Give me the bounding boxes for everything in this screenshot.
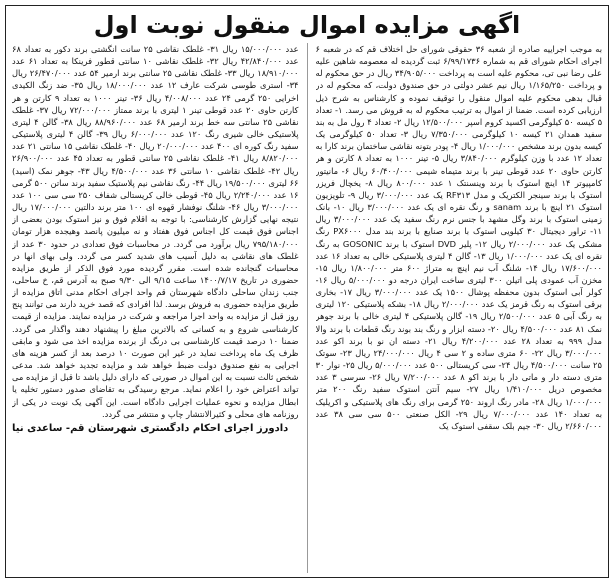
notice-title: اگهی مزایده اموال منقول نوبت اول [93, 11, 521, 39]
notice-column-right-text: به موجب اجراییه صادره از شعبه ۳۶ حقوقی شورای حل اختلاف قم که در شعبه ۶ اجرای احکام شورای قم به شماره ۶/۹۹/۱۷۳۶ ثبت گردیده له معصومه شاهین علیه علی رضا نبی تی، محکوم علیه است به پرداخت ۳۴/۹۰۵/۰۰۰ ریال در حق محکوم له و پرداخت ۱/۱۶۵/۲۵۰ ریال نیم عشر دولتی در حق صندوق دولت، که محکوم له در قبال بدهی محکوم علیه اموال منقول را توقیف نموده و کارشناس به شرح ذیل ارزیابی کرده است. ضمنا از اموال به ترتیب محکوم له به فروش می رسد. ۱- تعداد ۵ کیسه ۵۰ کیلوگرمی اکسید کروم اسپر ۱۲/۵۰۰/۰۰۰ ریال ۲- تعداد ۴ رول مل به بند سفید همدان ۲۱ کیسه ۱۰ کیلوگرمی ۷/۳۵۰/۰۰۰ ریال ۳- تعداد ۵۰ کیلوگرمی یک کیسه بدون برند مشخص ۱/۰۰۰/۰۰۰ ریال ۴- پودر بتونه نقاشی ساختمان برند کارا به تعداد ۱۲ عدد با وزن کیلوگرم ۳/۸۴۰/۰۰۰ ریال ۵- تینر ۱۰۰۰ به تعداد ۸ کارتن و هر کارتن حاوی ۲۰ عدد قوطی تینر با برند متیماه شیمی ۶۰/۴۰۰/۰۰۰ ریال ۶- مانیتور کامپیوتر ۱۴ اینچ استوک با برند وینسنتک ۱ عدد ۸۰۰/۰۰۰ ریال ۸- یخچال فریزر استوک با برند سینجر الکتریک و مدل RF۳۱۳ یک عدد ۳/۰۰۰/۰۰۰ ریال ۹- تلویزیون استوک ۲۱ اینچ با برند sanam و رنگ نقره ای یک عدد ۳/۰۰۰/۰۰۰ ریال ۱۰- بانک زمینی استوک با برند وگل مشهد با جنس نرم رنگ سفید یک عدد ۳/۰۰۰/۰۰۰ ریال ۱۱- تراور دیجیتال ۳۰ کیلویی استوک با برند صنایع با برند بند مدل PX۶۰۰۰ رنگ مشکی یک عدد ۲/۰۰۰/۰۰۰ ریال ۱۲- پلیر DVD استوک با برند GOSONIC به رنگ نقره ای یک عدد ۱/۰۰۰/۰۰۰ ریال ۱۳- گالن ۴ لیتری پلاستیکی خالی به تعداد ۱۶ عدد ۱۷/۶۰۰/۰۰۰ ریال ۱۴- شلنگ آب نیم اینچ به متراژ ۶۰۰ متر ۱/۸۰۰/۰۰۰ ریال ۱۵- مخزن آب عمودی پلی اتیلن ۳۰۰ لیتری ساخت ایران درجه دو ۵/۰۰۰/۰۰۰ ریال ۱۶- کولر آبی استوک بدون محفظه پوشال ۱۵۰۰ یک عدد ۳/۰۰۰/۰۰۰ ریال ۱۷- بخاری برقی استوک به رنگ قرمز یک عدد ۲/۰۰۰/۰۰۰ ریال ۱۸- بشکه پلاستیکی ۱۲۰ لیتری به رنگ آبی ۵ عدد ۲/۵۰۰/۰۰۰ ریال ۱۹- گالن پلاستیکی ۴ لیتری خالی با برند جوهر نمک ۸۱ عدد ۴/۵۰۰/۰۰۰ ریال ۲۰- دسته ابزار و رنگ بند بوند رنگ قطعات با برند والا مدل ۹۹۹ به تعداد ۲۸ عدد ۴/۲۰۰/۰۰۰ ریال ۲۱- دسته ان نو با برند اکو عدد ۳/۰۰۰/۰۰۰ ریال ۲۲- ۶۰ متری ساده و ۲ سی ۴ ریال ۲۴/۰۰۰/۰۰۰ ریال ۲۳- سوتک ۲۵ سانت ۴/۵۰۰/۰۰۰ ریال ۲۴- سی کریستالی ۵۰۰ عدد ۵/۰۰۰/۰۰۰ ریال ۲۵- نوار ۳۰ متری دسته دار و ماتی دار با برند اکو ۸ عدد ۷/۲۰۰/۰۰۰ ریال ۲۶- سرسی ۳ عدد مخصوص دریل ۱/۴۱۰/۰۰۰ ریال ۲۷- سیم آنتن استوک سفید رنگ ۲۰۰ متر ۱/۰۰۰/۰۰۰ ریال ۲۸- مادر رنگ اروند ۲۵۰ گرمی برای رنگ های پلاستیکی و اکریلیک به تعداد ۱۴۰ عدد ۷/۰۰۰/۰۰۰ ریال ۲۹- الکل صنعتی ۵۰۰ سی سی ۳۸ عدد ۲/۶۶۰/۰۰۰ ریال ۳۰- جیم بلک سقفی استوک یک [315, 44, 602, 431]
notice-column-left-text: عدد ۱۵/۰۰۰/۰۰۰ ریال ۳۱- غلطک نقاشی ۲۵ سانت انگشتی برند دکور به تعداد ۶۸ عدد ۴۲/۸۴۰/۰۰۰ ریال ۳۲- غلطک نقاشی ۱۰ سانتی قطور فرینکا به تعداد ۶۱ عدد ۱۸/۹۱۰/۰۰۰ ریال ۳۳- غلطک نقاشی ۲۵ سانتی برند ارمیر ۵۴ عدد ۲۶/۴۷۰/۰۰۰ ریال ۳۴- استری طوسی شرکت عارف ۱۲ عدد ۱۸/۰۰۰/۰۰۰ ریال ۳۵- ضد زنگ الکیدی اخرایی ۲۵۰ گرمی ۲۴ عدد ۴/۰۰۸/۰۰۰ ریال ۳۶- تینر ۱۰۰۰ به تعداد ۹ کارتن و هر کارتن حاوی ۲۰ عدد قوطی تینر ۱ لیتری با برند ممتاز ۷۲/۰۰۰/۰۰۰ ریال ۳۷- غلطک نقاشی ۲۵ سانتی سه خط برند ارمیر ۶۸ عدد ۸۸/۹۶۰/۰۰۰ ریال ۳۸- گالن ۴ لیتری پلاستیکی خالی شیری رنگ ۱۲۰ عدد ۶/۰۰۰/۰۰۰ ریال ۳۹- گالن ۴ لیتری پلاستیکی سفید رنگ کوره ای ۴۰۰ عدد ۲۰/۰۰۰/۰۰۰ ریال ۴۰- غلطک نقاشی ۱۵ سانتی ۲۱ عدد ۸/۸۲۰/۰۰۰ ریال ۴۱- غلطک نقاشی ۲۵ سانتی قطور به تعداد ۴۵ عدد ۲۶/۹۰۰/۰۰۰ ریال ۴۲- غلطک نقاشی ۱۰ سانتی ۳۶ عدد ۴/۵۰۰/۰۰۰ ریال ۴۳- جوهر نمک (اسید) ۶۶ لیتری ۱۹/۵۰۰/۰۰۰ ریال ۴۴- رنگ نقاشی نیم پلاستیک سفید برند ساتن ۵۰۰ گرمی ۱۶ عدد ۲/۲۴۰/۰۰۰ ریال ۴۵- قوطی خالی کریستالی شفاف ۲۵۰ سی سی ۱۰۰ عدد ۳/۰۰۰/۰۰۰ ریال ۴۶- شلنگ نوفشار قهوه ای ۱۰۰ متر برند دالتین ۱۷/۰۰۰/۰۰۰ ریال نتیجه نهایی گزارش کارشناسی: با توجه به اقلام فوق و نیز استوک بودن بعضی از اجناس فوق قیمت کل اجناس فوق هفتاد و نه میلیون پانصد وهیجده هزار تومان ۷۹۵/۱۸۰/۰۰۰ ریال برآورد می گردد. در محاسبات فوق تعدادی در حدود ۳۰ عدد از غلطک های نقاشی به دلیل آسیب های شدید کسر می گردد. ولی بهای انها در محاسبات گنجانده شده است. مقرر گردیده مورد فوق الذکر از طریق مزایده حضوری در تاریخ ۱۴۰۰/۷/۱۷ ساعت ۹/۱۵ الی ۹/۳۰ صبح به آدرس قم، خ ساحلی، جنب زندان ساحلی دادگاه شهرستان قم واحد اجرای احکام مدنی اتاق مزایده از طریق مزایده حضوری به فروش برسد. لذا افرادی که قصد خرید دارند می توانند پنج روز قبل از مزایده به واحد اجرا مراجعه و شرکت در مزایده نمایند. مزایده از قیمت کارشناسی شروع و به کسانی که بالاترین مبلغ را پیشنهاد دهند واگذار می گردد. ضمنا ۱۰ درصد قیمت کارشناسی بی درنگ از برنده مزایده اخذ می شود و مابقی ظرف یک ماه پرداخت نماید در غیر این صورت ۱۰ درصد بعد از کسر هزینه های اجرایی به نفع صندوق دولت ضبط خواهد شد و مزایده تجدید خواهد شد. مدعی شخص ثالث نسبت به این اموال در صورتی که دارای دلیل باشد تا قبل از مزایده می تواند اعتراض خود را اعلام نماید. مرجع رسیدگی به تقاضای صدور دستور تخلیه یا ابطال مزایده و نحوه عملیات اجرایی دادگاه است. این آگهی یک نوبت در یکی از روزنامه های محلی و کثیرالانتشار چاپ و منتشر می گردد. [12, 44, 299, 419]
notice-signature: دادورز اجرای احکام دادگستری شهرستان قم- ساعدی نیا [12, 422, 289, 434]
notice-page [5, 5, 609, 578]
notice-columns [12, 43, 602, 573]
notice-column-left [12, 43, 299, 573]
column-divider [307, 43, 308, 573]
notice-column-right [316, 43, 603, 573]
